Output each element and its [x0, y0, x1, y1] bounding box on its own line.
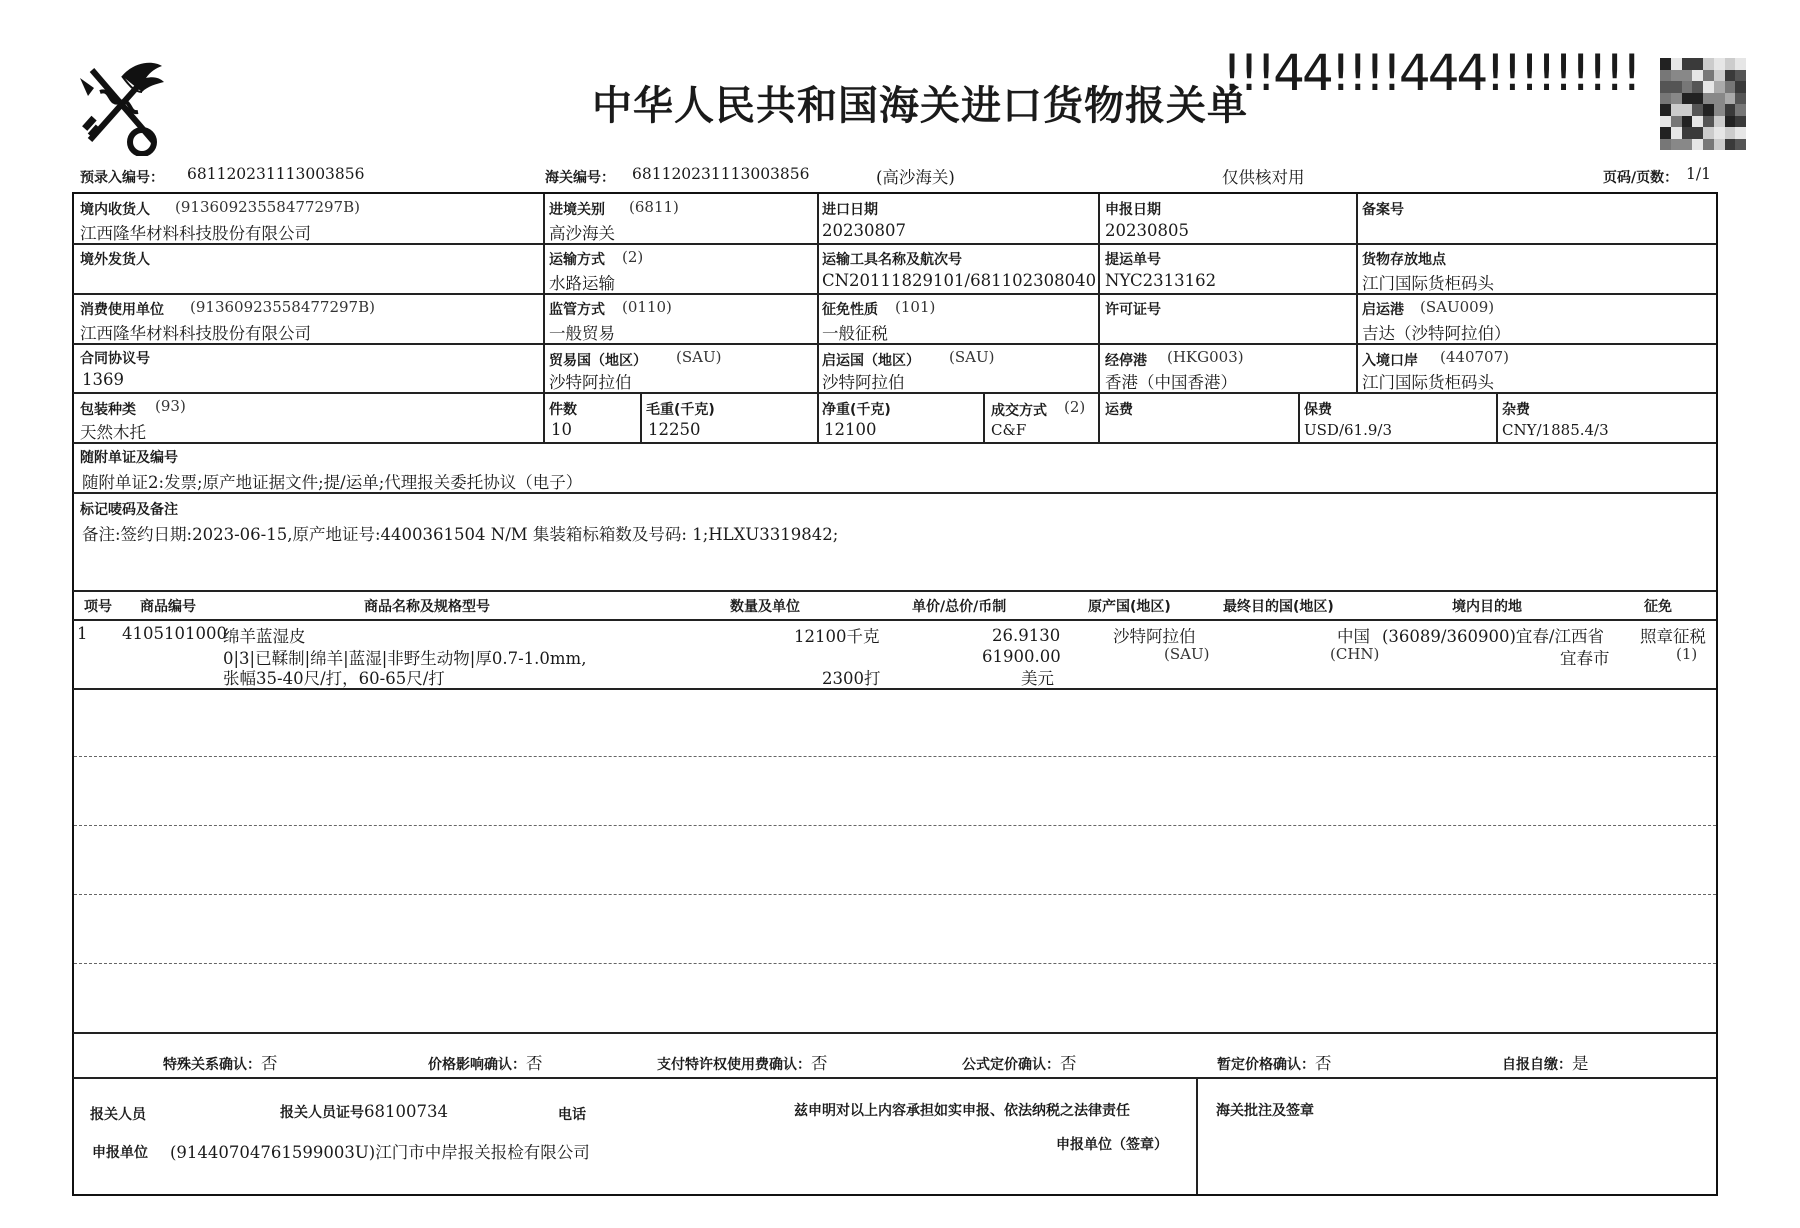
supervision-label: 监管方式	[549, 302, 605, 318]
qr-module	[1725, 70, 1736, 82]
col-header-tax: 征免	[1644, 599, 1672, 615]
qr-module	[1735, 139, 1746, 151]
tax-nature-label: 征免性质	[822, 302, 878, 318]
consumer-code: (91360923558477297B)	[190, 298, 375, 316]
qr-module	[1703, 139, 1714, 151]
consignor-label: 境外发货人	[80, 252, 150, 268]
ie-customs-value: 高沙海关	[549, 224, 615, 243]
docs-label: 随附单证及编号	[80, 450, 178, 466]
entry-port-label: 入境口岸	[1362, 353, 1418, 369]
qr-module	[1692, 116, 1703, 128]
customs-no-label: 海关编号：	[545, 170, 615, 186]
license-label: 许可证号	[1105, 302, 1161, 318]
origin-country-value: 沙特阿拉伯	[822, 373, 905, 392]
qr-module	[1671, 127, 1682, 139]
qr-module	[1725, 104, 1736, 116]
item-tax: 照章征税	[1640, 627, 1706, 646]
qr-module	[1671, 139, 1682, 151]
page-title: 中华人民共和国海关进口货物报关单	[592, 83, 1248, 129]
item-qty-1: 12100千克	[794, 627, 880, 646]
customs-emblem	[72, 58, 168, 156]
item-currency: 美元	[1021, 669, 1054, 688]
qr-module	[1735, 116, 1746, 128]
qr-module	[1692, 93, 1703, 105]
consignee-value: 江西隆华材料科技股份有限公司	[80, 224, 311, 243]
qr-module	[1714, 70, 1725, 82]
marks-label: 标记唛码及备注	[80, 502, 178, 518]
confirm-price-impact: 价格影响确认：否	[428, 1054, 543, 1073]
confirm-provisional: 暂定价格确认：否	[1217, 1054, 1332, 1073]
qr-module	[1682, 116, 1693, 128]
qr-code	[1660, 58, 1746, 150]
docs-value: 随附单证2:发票;原产地证据文件;提/运单;代理报关委托协议（电子）	[82, 473, 583, 492]
qr-module	[1692, 81, 1703, 93]
confirm-special: 特殊关系确认：否	[163, 1054, 278, 1073]
supervision-value: 一般贸易	[549, 324, 615, 343]
qr-module	[1725, 116, 1736, 128]
legal-statement: 兹申明对以上内容承担如实申报、依法纳税之法律责任	[794, 1103, 1130, 1119]
qr-module	[1660, 127, 1671, 139]
insurance-value: USD/61.9/3	[1304, 421, 1392, 439]
deal-mode-label: 成交方式	[991, 403, 1047, 419]
transport-mode-label: 运输方式	[549, 252, 605, 268]
pieces-label: 件数	[549, 402, 577, 418]
qr-module	[1714, 93, 1725, 105]
item-dest-code: (CHN)	[1330, 645, 1380, 663]
phone-label: 电话	[558, 1107, 586, 1123]
consignee-label: 境内收货人	[80, 202, 150, 218]
qr-module	[1660, 70, 1671, 82]
origin-country-code: (SAU)	[949, 348, 995, 366]
item-origin-code: (SAU)	[1164, 645, 1210, 663]
vessel-value: CN20111829101/681102308040	[822, 271, 1097, 290]
item-name: 绵羊蓝湿皮	[223, 627, 306, 646]
transit-port-value: 香港（中国香港）	[1105, 373, 1237, 392]
col-header-dest: 最终目的国(地区)	[1223, 599, 1334, 615]
col-header-domestic: 境内目的地	[1452, 599, 1522, 615]
consignee-code: (91360923558477297B)	[175, 198, 360, 216]
qr-module	[1671, 58, 1682, 70]
entry-port-code: (440707)	[1440, 348, 1509, 366]
verification-note: 仅供核对用	[1222, 168, 1305, 187]
entry-port-value: 江门国际货柜码头	[1362, 373, 1494, 392]
import-date-value: 20230807	[822, 221, 906, 240]
insurance-label: 保费	[1304, 402, 1332, 418]
departure-port-label: 启运港	[1362, 302, 1404, 318]
qr-module	[1682, 93, 1693, 105]
qr-module	[1682, 58, 1693, 70]
confirm-formula: 公式定价确认：否	[962, 1054, 1077, 1073]
contract-label: 合同协议号	[80, 351, 150, 367]
qr-module	[1682, 81, 1693, 93]
declare-date-label: 申报日期	[1105, 202, 1161, 218]
qr-module	[1671, 116, 1682, 128]
tax-nature-value: 一般征税	[822, 324, 888, 343]
storage-label: 货物存放地点	[1362, 252, 1446, 268]
qr-module	[1692, 58, 1703, 70]
departure-port-value: 吉达（沙特阿拉伯）	[1362, 324, 1511, 343]
marks-value: 备注:签约日期:2023-06-15,原产地证号:4400361504 N/M 集装箱标箱数及号码: 1;HLXU3319842;	[82, 525, 839, 544]
qr-module	[1671, 81, 1682, 93]
qr-module	[1660, 93, 1671, 105]
deal-mode-code: (2)	[1064, 398, 1086, 416]
qr-module	[1703, 104, 1714, 116]
qr-module	[1682, 127, 1693, 139]
supervision-code: (0110)	[622, 298, 672, 316]
bl-no-value: NYC2313162	[1105, 271, 1217, 290]
import-date-label: 进口日期	[822, 202, 878, 218]
deal-mode-value: C&F	[991, 421, 1027, 439]
storage-value: 江门国际货柜码头	[1362, 274, 1494, 293]
item-hs: 4105101000	[122, 624, 227, 643]
qr-module	[1725, 139, 1736, 151]
qr-module	[1660, 116, 1671, 128]
qr-module	[1660, 81, 1671, 93]
misc-label: 杂费	[1502, 402, 1530, 418]
qr-module	[1682, 70, 1693, 82]
item-origin: 沙特阿拉伯	[1113, 627, 1196, 646]
qr-module	[1671, 104, 1682, 116]
declarant-cert: 报关人员证号68100734	[280, 1102, 448, 1121]
packaging-label: 包装种类	[80, 402, 136, 418]
gross-label: 毛重(千克)	[646, 402, 715, 418]
qr-module	[1714, 116, 1725, 128]
confirm-self-pay: 自报自缴：是	[1502, 1054, 1589, 1073]
trade-country-label: 贸易国（地区）	[549, 353, 647, 369]
origin-country-label: 启运国（地区）	[822, 353, 920, 369]
item-spec-2: 张幅35-40尺/打，60-65尺/打	[223, 669, 445, 688]
qr-module	[1735, 70, 1746, 82]
item-no: 1	[77, 624, 88, 643]
declare-date-value: 20230805	[1105, 221, 1189, 240]
misc-value: CNY/1885.4/3	[1502, 421, 1609, 439]
qr-module	[1660, 139, 1671, 151]
qr-module	[1735, 104, 1746, 116]
qr-module	[1735, 93, 1746, 105]
declarant-label: 报关人员	[90, 1107, 146, 1123]
transport-mode-value: 水路运输	[549, 274, 615, 293]
qr-module	[1703, 81, 1714, 93]
item-qty-2: 2300打	[822, 669, 881, 688]
qr-module	[1735, 127, 1746, 139]
pre-entry-number: 681120231113003856	[187, 165, 365, 183]
ie-customs-code: (6811)	[629, 198, 679, 216]
col-header-name: 商品名称及规格型号	[364, 599, 490, 615]
qr-module	[1660, 58, 1671, 70]
pre-entry-label: 预录入编号：	[80, 170, 164, 186]
trade-country-value: 沙特阿拉伯	[549, 373, 632, 392]
col-header-origin: 原产国(地区)	[1088, 599, 1171, 615]
consumer-label: 消费使用单位	[80, 302, 164, 318]
declaring-unit-label: 申报单位	[92, 1145, 148, 1161]
qr-module	[1735, 58, 1746, 70]
qr-module	[1692, 139, 1703, 151]
tax-nature-code: (101)	[895, 298, 936, 316]
gross-value: 12250	[648, 420, 701, 439]
packaging-code: (93)	[155, 397, 186, 415]
qr-module	[1714, 127, 1725, 139]
qr-module	[1692, 127, 1703, 139]
qr-module	[1671, 93, 1682, 105]
qr-module	[1725, 81, 1736, 93]
ie-customs-label: 进境关别	[549, 202, 605, 218]
contract-value: 1369	[82, 370, 124, 389]
qr-module	[1703, 58, 1714, 70]
qr-module	[1703, 93, 1714, 105]
qr-module	[1682, 104, 1693, 116]
page-value: 1/1	[1686, 165, 1711, 183]
confirm-royalty: 支付特许权使用费确认：否	[657, 1054, 828, 1073]
seal-label: 申报单位（签章）	[1056, 1137, 1168, 1153]
pieces-value: 10	[551, 420, 572, 439]
item-tax-code: (1)	[1676, 645, 1698, 663]
transit-port-label: 经停港	[1105, 353, 1147, 369]
customs-sign-label: 海关批注及签章	[1216, 1103, 1314, 1119]
col-header-price: 单价/总价/币制	[912, 599, 1007, 615]
qr-module	[1725, 58, 1736, 70]
customs-name: (高沙海关)	[876, 168, 955, 187]
qr-module	[1682, 139, 1693, 151]
freight-label: 运费	[1105, 402, 1133, 418]
vessel-label: 运输工具名称及航次号	[822, 252, 962, 268]
item-domestic: (36089/360900)宜春/江西省	[1382, 627, 1604, 646]
qr-module	[1703, 116, 1714, 128]
col-header-hs: 商品编号	[140, 599, 196, 615]
qr-module	[1703, 70, 1714, 82]
qr-module	[1714, 139, 1725, 151]
page-label: 页码/页数：	[1603, 170, 1679, 186]
qr-module	[1725, 127, 1736, 139]
qr-module	[1692, 104, 1703, 116]
col-header-qty: 数量及单位	[730, 599, 800, 615]
trade-country-code: (SAU)	[676, 348, 722, 366]
declaring-unit-value: (91440704761599003U)江门市中岸报关报检有限公司	[170, 1143, 590, 1162]
consumer-value: 江西隆华材料科技股份有限公司	[80, 324, 311, 343]
qr-module	[1714, 104, 1725, 116]
item-unit-price: 26.9130	[992, 626, 1061, 645]
record-no-label: 备案号	[1362, 202, 1404, 218]
col-header-no: 项号	[84, 599, 112, 615]
net-label: 净重(千克)	[822, 402, 891, 418]
qr-module	[1660, 104, 1671, 116]
qr-module	[1703, 127, 1714, 139]
net-value: 12100	[824, 420, 877, 439]
bl-no-label: 提运单号	[1105, 252, 1161, 268]
qr-module	[1692, 70, 1703, 82]
barcode-text: !!!44!!!!444!!!!!!!!!	[1222, 44, 1639, 102]
qr-module	[1714, 81, 1725, 93]
item-domestic-2: 宜春市	[1560, 649, 1610, 668]
qr-module	[1714, 58, 1725, 70]
item-total-price: 61900.00	[982, 647, 1061, 666]
packaging-value: 天然木托	[80, 423, 146, 442]
transit-port-code: (HKG003)	[1167, 348, 1244, 366]
transport-mode-code: (2)	[622, 248, 644, 266]
item-spec-1: 0|3|已鞣制|绵羊|蓝湿|非野生动物|厚0.7-1.0mm,	[223, 649, 587, 668]
departure-port-code: (SAU009)	[1420, 298, 1495, 316]
qr-module	[1671, 70, 1682, 82]
customs-number: 681120231113003856	[632, 165, 810, 183]
qr-module	[1735, 81, 1746, 93]
item-dest: 中国	[1337, 627, 1370, 646]
qr-module	[1725, 93, 1736, 105]
